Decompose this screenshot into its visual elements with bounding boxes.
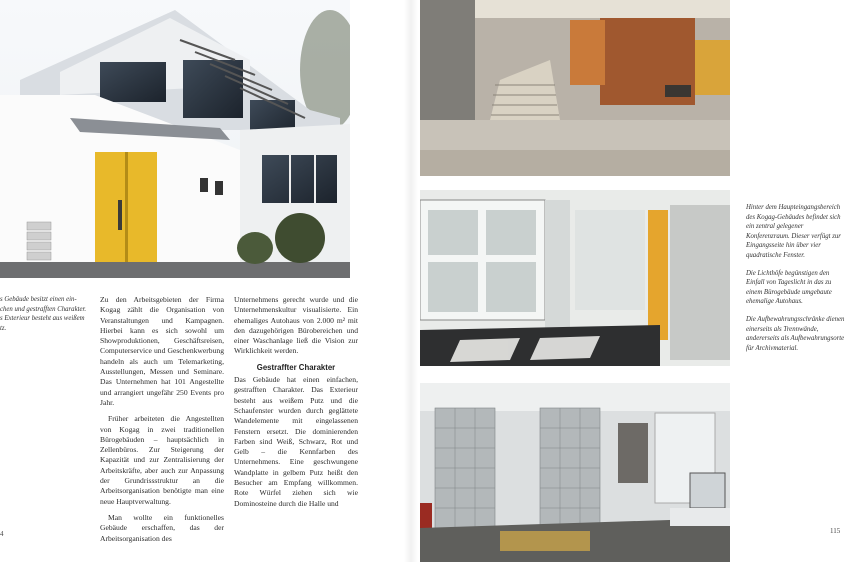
caption-lichthoefe: Die Lichthöfe begünstigen den Einfall von Tageslicht in das zu einem Bürogebäude umgebaute ehemalige Autohaus. [746,269,832,306]
page-number-right: 115 [830,527,841,535]
conference-room-photo [420,190,730,366]
office-storage-photo [420,383,730,562]
caption-conference-room: Hinter dem Haupteingangsbereich des Kogag-Gebäudes befindet sich ein zentral gelegener Konferenzraum. Dieser verfügt zur Eingangsseite hin über vier quadratische Fenster. [746,204,841,259]
left-text-column-2 [234,295,358,515]
lobby-staircase-photo [420,0,730,176]
paragraph: Unternehmens gerecht wurde und die Unternehmenskultur visualisierte. Ein ehemaliges Autohaus von 2.000 m² mit den dazugehörigen Bürobereichen und einer Waschanlage ließ die Vision zur Wirklichkeit werden. [234,295,358,356]
page-number-left: 4 [0,530,4,538]
building-exterior-photo [0,0,350,278]
paragraph: Man wollte ein funktionelles Gebäude erschaffen, das der Arbeitsorganisation des [100,512,224,543]
section-heading: Gestraffter Charakter [256,362,336,372]
caption-text: s Gebäude besitzt einen ein- chen und gestrafften Charakter. s Exterieur besteht aus weißem tz. [0,296,87,332]
paragraph: Früher arbeiteten die Angestellten von Kogag in zwei traditionellen Bürogebäuden – hauptsächlich in Zellenbüros. Zur Steigerung der Kapazität und zur Zentralisierung der Arbeitskräfte, aber auch zur Anpassung der Grundrissstruktur an die Arbeitsorganisation benötigte man eine neue Hauptverwaltung. [100,414,224,506]
paragraph: Zu den Arbeitsgebieten der Firma Kogag zählt die Organisation von Veranstaltungen und Kampagnen. Hierbei kann es sich sowohl um Showproduktionen, Geschäftsreisen, Computerservice und Geschenkwerbung handeln als auch um Telemarketing, Ausstellungen, Messen und Seminare. Das Unternehmen hat 101 Angestellte und arrangiert ungefähr 250 Events pro Jahr. [100,295,224,407]
page-gutter [404,0,418,562]
paragraph: Das Gebäude hat einen einfachen, gestrafften Charakter. Das Exterieur besteht aus weißem Putz und die Schaufenster wurden durch geglättete Wandelemente mit eingelassenen Fenstern ersetzt. Die dominierenden Farben sind Weiß, Schwarz, Rot und Gelb – die Kennfarben des Unternehmens. Eine geschwungene Wandplatte in gelbem Putz heißt den Besucher am Empfang willkommen. Rote Würfel ziehen sich wie Dominosteine durch die Halle und [234,375,358,508]
caption-storage: Die Aufbewahrungsschränke dienen einerseits als Trennwände, andererseits als Aufbewahrungsorte für Archivmaterial. [746,315,845,352]
left-text-column-1 [100,295,224,550]
left-photo-caption [0,295,88,341]
right-photo-captions [746,203,846,361]
